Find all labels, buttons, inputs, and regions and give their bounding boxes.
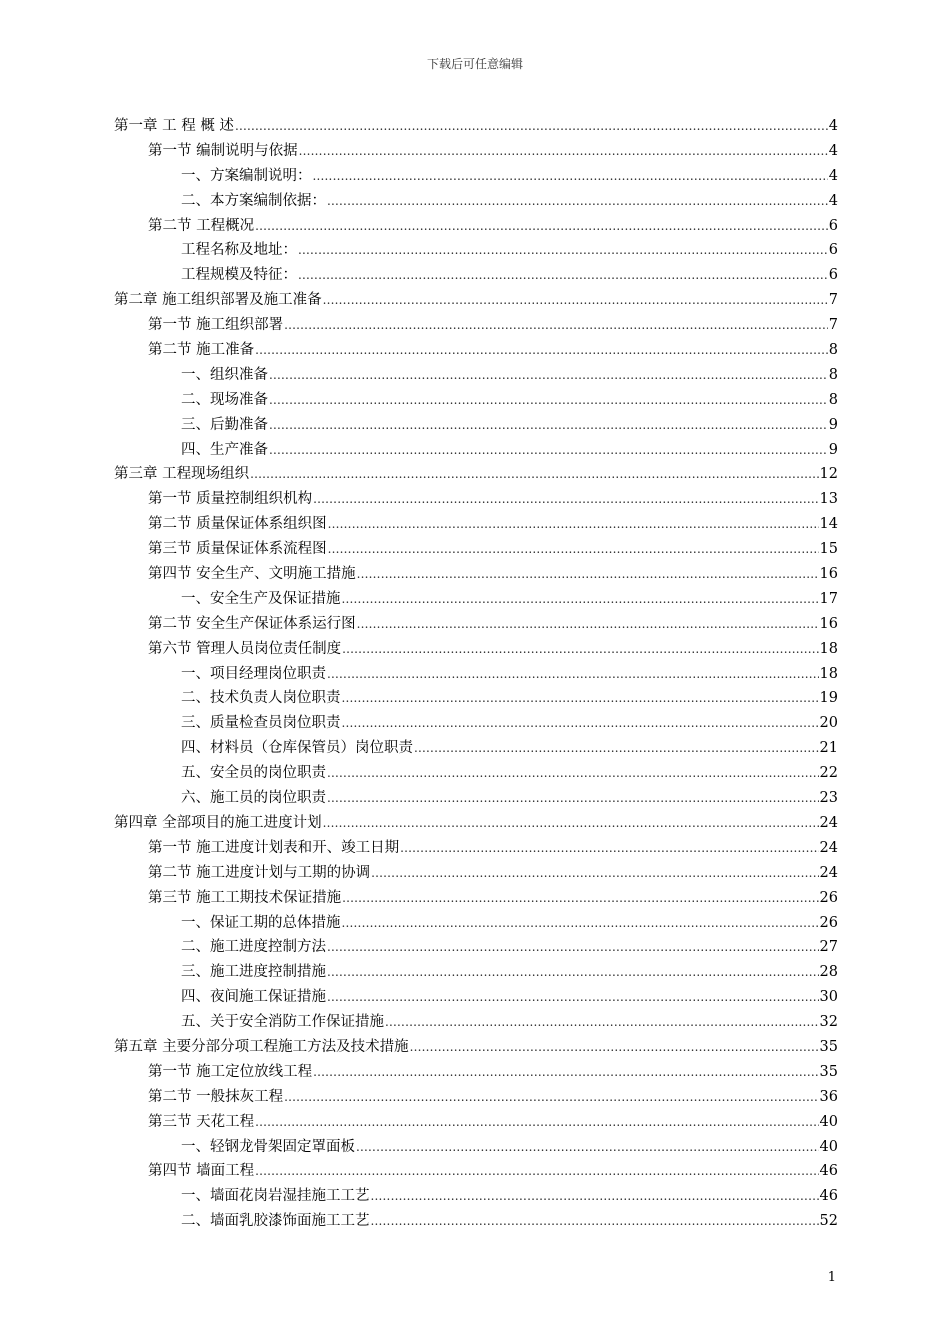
dot-leader xyxy=(323,288,828,313)
toc-entry-title: 二、墙面乳胶漆饰面施工工艺 xyxy=(181,1213,370,1230)
toc-entry-title: 三、后勤准备 xyxy=(181,416,268,433)
dot-leader xyxy=(255,1110,818,1135)
toc-entry[interactable] xyxy=(114,263,838,288)
toc-entry[interactable] xyxy=(114,189,838,214)
toc-entry-title: 第一节 质量控制组织机构 xyxy=(148,491,313,508)
dot-leader xyxy=(327,189,828,214)
toc-entry[interactable] xyxy=(114,985,838,1010)
toc-entry[interactable] xyxy=(114,413,838,438)
toc-entry[interactable] xyxy=(114,363,838,388)
toc-entry-page: 16 xyxy=(819,615,838,632)
toc-entry-title: 三、施工进度控制措施 xyxy=(181,964,326,981)
toc-entry-title: 五、关于安全消防工作保证措施 xyxy=(181,1014,384,1031)
toc-entry[interactable] xyxy=(114,114,838,139)
toc-entry-title: 第一节 施工组织部署 xyxy=(148,317,284,334)
dot-leader xyxy=(414,736,819,761)
toc-entry-title: 第一节 施工定位放线工程 xyxy=(148,1063,313,1080)
toc-entry[interactable] xyxy=(114,139,838,164)
dot-leader xyxy=(342,637,818,662)
toc-entry-title: 一、组织准备 xyxy=(181,366,268,383)
toc-entry-page: 7 xyxy=(828,317,838,334)
toc-entry-title: 第二节 一般抹灰工程 xyxy=(148,1088,284,1105)
toc-entry[interactable] xyxy=(114,537,838,562)
toc-entry[interactable] xyxy=(114,637,838,662)
dot-leader xyxy=(313,1060,818,1085)
dot-leader xyxy=(269,363,828,388)
toc-entry-page: 18 xyxy=(819,640,838,657)
dot-leader xyxy=(298,238,828,263)
dot-leader xyxy=(269,388,828,413)
toc-entry[interactable] xyxy=(114,911,838,936)
dot-leader xyxy=(328,512,819,537)
dot-leader xyxy=(371,1184,819,1209)
toc-entry[interactable] xyxy=(114,288,838,313)
toc-entry-page: 4 xyxy=(828,142,838,159)
dot-leader xyxy=(269,413,828,438)
toc-entry[interactable] xyxy=(114,786,838,811)
dot-leader xyxy=(371,861,818,886)
toc-entry[interactable] xyxy=(114,238,838,263)
toc-entry[interactable] xyxy=(114,388,838,413)
toc-entry-title: 第二节 质量保证体系组织图 xyxy=(148,516,327,533)
dot-leader xyxy=(235,114,828,139)
toc-entry[interactable] xyxy=(114,587,838,612)
page-header: 下载后可任意编辑 xyxy=(426,57,523,71)
toc-entry-page: 40 xyxy=(819,1138,838,1155)
dot-leader xyxy=(410,1035,819,1060)
toc-entry[interactable] xyxy=(114,886,838,911)
toc-entry-page: 35 xyxy=(819,1063,838,1080)
toc-entry-page: 28 xyxy=(819,964,838,981)
toc-entry-page: 8 xyxy=(828,366,838,383)
toc-entry-title: 第三节 施工工期技术保证措施 xyxy=(148,889,342,906)
toc-entry-page: 14 xyxy=(819,516,838,533)
toc-entry[interactable] xyxy=(114,836,838,861)
toc-entry-page: 46 xyxy=(819,1163,838,1180)
toc-entry[interactable] xyxy=(114,1135,838,1160)
toc-entry-page: 13 xyxy=(819,491,838,508)
toc-entry-page: 4 xyxy=(828,192,838,209)
toc-entry-page: 4 xyxy=(828,118,838,134)
toc-entry-page: 6 xyxy=(828,267,838,284)
toc-entry[interactable] xyxy=(114,438,838,463)
dot-leader xyxy=(269,438,828,463)
toc-entry-page: 17 xyxy=(819,590,838,607)
toc-entry-page: 6 xyxy=(828,242,838,259)
dot-leader xyxy=(400,836,818,861)
dot-leader xyxy=(342,686,819,711)
toc-entry-page: 4 xyxy=(828,167,838,184)
toc-entry-page: 21 xyxy=(819,740,838,757)
dot-leader xyxy=(342,886,818,911)
toc-entry[interactable] xyxy=(114,1085,838,1110)
toc-entry[interactable] xyxy=(114,1209,838,1234)
toc-entry-page: 9 xyxy=(828,416,838,433)
toc-entry-title: 第六节 管理人员岗位责任制度 xyxy=(148,640,342,657)
toc-entry[interactable] xyxy=(114,1159,838,1184)
toc-entry-page: 40 xyxy=(819,1113,838,1130)
toc-entry-title: 第二节 施工准备 xyxy=(148,342,255,359)
dot-leader xyxy=(313,164,828,189)
toc-entry[interactable] xyxy=(114,462,838,487)
toc-entry-page: 9 xyxy=(828,441,838,458)
toc-entry-page: 6 xyxy=(828,217,838,234)
dot-leader xyxy=(327,960,819,985)
toc-entry-title: 第二节 工程概况 xyxy=(148,217,255,234)
toc-entry-title: 第四章 全部项目的施工进度计划 xyxy=(114,814,322,831)
toc-entry-title: 第二章 施工组织部署及施工准备 xyxy=(114,292,322,309)
toc-entry-page: 7 xyxy=(828,292,838,309)
toc-entry[interactable] xyxy=(114,562,838,587)
toc-entry[interactable] xyxy=(114,487,838,512)
toc-entry[interactable] xyxy=(114,811,838,836)
dot-leader xyxy=(356,1135,819,1160)
toc-entry-title: 一、安全生产及保证措施 xyxy=(181,590,341,607)
toc-entry[interactable] xyxy=(114,736,838,761)
toc-entry-page: 19 xyxy=(819,690,838,707)
toc-entry[interactable] xyxy=(114,686,838,711)
toc-entry-title: 一、保证工期的总体措施 xyxy=(181,914,341,931)
toc-entry-page: 52 xyxy=(819,1213,838,1230)
dot-leader xyxy=(342,587,819,612)
toc-entry-title: 第二节 施工进度计划与工期的协调 xyxy=(148,864,371,881)
toc-entry-title: 一、项目经理岗位职责 xyxy=(181,665,326,682)
toc-entry[interactable] xyxy=(114,164,838,189)
toc-entry-title: 一、方案编制说明： xyxy=(181,167,312,184)
toc-entry-title: 一、墙面花岗岩湿挂施工工艺 xyxy=(181,1188,370,1205)
toc-entry-page: 8 xyxy=(828,391,838,408)
dot-leader xyxy=(342,911,819,936)
toc-entry[interactable] xyxy=(114,313,838,338)
toc-entry-title: 六、施工员的岗位职责 xyxy=(181,790,326,807)
toc-entry-title: 二、本方案编制依据： xyxy=(181,192,326,209)
dot-leader xyxy=(250,462,818,487)
toc-entry-page: 36 xyxy=(819,1088,838,1105)
dot-leader xyxy=(284,1085,818,1110)
toc-entry-title: 四、材料员（仓库保管员）岗位职责 xyxy=(181,740,413,757)
toc-entry-page: 35 xyxy=(819,1038,838,1055)
toc-entry[interactable] xyxy=(114,512,838,537)
toc-entry-page: 26 xyxy=(819,914,838,931)
toc-entry[interactable] xyxy=(114,612,838,637)
toc-entry-page: 12 xyxy=(819,466,838,483)
toc-entry-title: 五、安全员的岗位职责 xyxy=(181,765,326,782)
toc-entry[interactable] xyxy=(114,935,838,960)
toc-entry[interactable] xyxy=(114,214,838,239)
page-number: 1 xyxy=(827,1270,836,1285)
toc-entry[interactable] xyxy=(114,1035,838,1060)
toc-entry[interactable] xyxy=(114,1184,838,1209)
dot-leader xyxy=(385,1010,819,1035)
dot-leader xyxy=(323,811,819,836)
toc-entry-page: 32 xyxy=(819,1014,838,1031)
toc-entry-page: 22 xyxy=(819,765,838,782)
toc-entry-title: 第一章 工 程 概 述 xyxy=(114,118,234,134)
dot-leader xyxy=(327,761,819,786)
toc-entry-page: 8 xyxy=(828,342,838,359)
toc-entry-title: 一、轻钢龙骨架固定罩面板 xyxy=(181,1138,355,1155)
toc-entry-title: 二、现场准备 xyxy=(181,391,268,408)
dot-leader xyxy=(371,1209,819,1234)
toc-entry-title: 第三节 天花工程 xyxy=(148,1113,255,1130)
dot-leader xyxy=(255,1159,818,1184)
toc-entry-title: 第二节 安全生产保证体系运行图 xyxy=(148,615,356,632)
toc-entry-page: 24 xyxy=(819,814,838,831)
toc-entry-title: 二、施工进度控制方法 xyxy=(181,939,326,956)
toc-entry-title: 第四节 墙面工程 xyxy=(148,1163,255,1180)
toc-entry-page: 15 xyxy=(819,541,838,558)
toc-entry[interactable] xyxy=(114,960,838,985)
toc-entry-page: 27 xyxy=(819,939,838,956)
dot-leader xyxy=(313,487,818,512)
toc-entry-page: 24 xyxy=(819,839,838,856)
toc-entry-title: 三、质量检查员岗位职责 xyxy=(181,715,341,732)
toc-entry-page: 26 xyxy=(819,889,838,906)
dot-leader xyxy=(298,263,828,288)
toc-entry[interactable] xyxy=(114,1110,838,1135)
toc-entry-page: 30 xyxy=(819,989,838,1006)
dot-leader xyxy=(357,612,819,637)
toc-entry-title: 四、夜间施工保证措施 xyxy=(181,989,326,1006)
toc-entry-title: 第三节 质量保证体系流程图 xyxy=(148,541,327,558)
toc-entry-title: 第四节 安全生产、文明施工措施 xyxy=(148,566,356,583)
toc-entry-page: 46 xyxy=(819,1188,838,1205)
toc-entry[interactable] xyxy=(114,761,838,786)
table-of-contents xyxy=(114,114,838,1234)
toc-entry-page: 24 xyxy=(819,864,838,881)
dot-leader xyxy=(327,786,819,811)
toc-entry-page: 18 xyxy=(819,665,838,682)
toc-entry[interactable] xyxy=(114,1010,838,1035)
toc-entry-title: 四、生产准备 xyxy=(181,441,268,458)
toc-entry-page: 16 xyxy=(819,566,838,583)
toc-entry-title: 工程名称及地址： xyxy=(181,242,297,259)
toc-entry-page: 23 xyxy=(819,790,838,807)
toc-entry[interactable] xyxy=(114,338,838,363)
dot-leader xyxy=(327,985,819,1010)
toc-entry[interactable] xyxy=(114,662,838,687)
dot-leader xyxy=(342,711,819,736)
dot-leader xyxy=(299,139,828,164)
toc-entry[interactable] xyxy=(114,711,838,736)
toc-entry-title: 二、技术负责人岗位职责 xyxy=(181,690,341,707)
toc-entry[interactable] xyxy=(114,861,838,886)
toc-entry-title: 工程规模及特征： xyxy=(181,267,297,284)
dot-leader xyxy=(255,214,828,239)
dot-leader xyxy=(328,537,819,562)
toc-entry-title: 第一节 施工进度计划表和开、竣工日期 xyxy=(148,839,400,856)
toc-entry[interactable] xyxy=(114,1060,838,1085)
dot-leader xyxy=(327,662,819,687)
toc-entry-title: 第五章 主要分部分项工程施工方法及技术措施 xyxy=(114,1038,409,1055)
dot-leader xyxy=(327,935,819,960)
toc-entry-title: 第一节 编制说明与依据 xyxy=(148,142,298,159)
dot-leader xyxy=(357,562,819,587)
dot-leader xyxy=(255,338,828,363)
toc-entry-page: 20 xyxy=(819,715,838,732)
toc-entry-title: 第三章 工程现场组织 xyxy=(114,466,250,483)
dot-leader xyxy=(284,313,828,338)
